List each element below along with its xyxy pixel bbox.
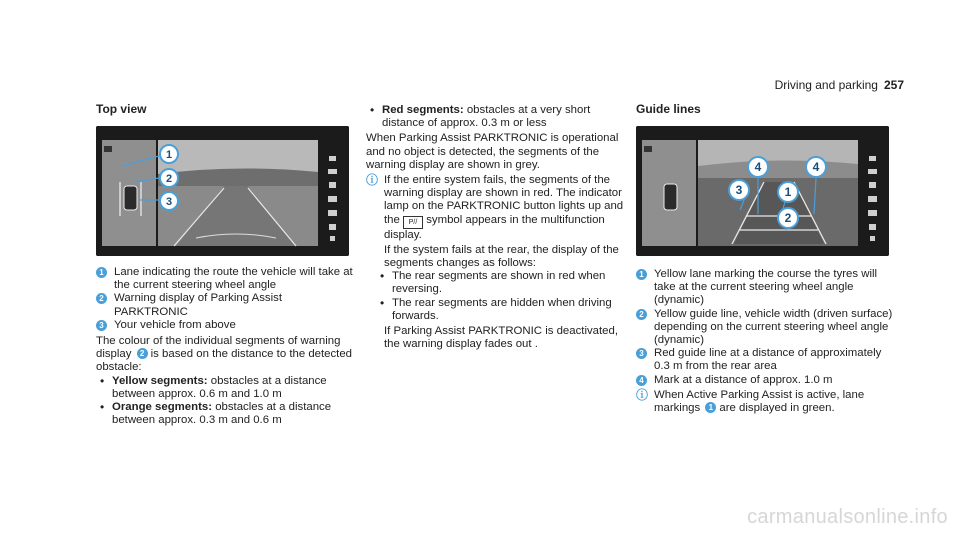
callout-badge: 1: [96, 267, 107, 278]
parktronic-symbol-icon: P//: [403, 216, 423, 229]
item-text: Lane indicating the route the vehicle will take at the current steering wheel angle: [114, 266, 353, 292]
top-view-heading: Top view: [96, 102, 147, 116]
callout-4b: 4: [812, 160, 820, 174]
page-number: 257: [883, 78, 904, 92]
bullet-label: Yellow segments:: [112, 374, 208, 387]
callout-badge: 2: [636, 309, 647, 320]
callout-4a: 4: [754, 160, 762, 174]
callout-1: 1: [165, 149, 173, 161]
callout-2: 2: [165, 173, 173, 185]
item-text: Yellow lane marking the course the tyres will take at the current steering wheel angle (dynamic): [654, 268, 878, 307]
callout-3: 3: [735, 183, 743, 197]
list-item: [96, 319, 354, 332]
info-icon: ⓘ: [636, 387, 649, 402]
callout-badge: 1: [636, 269, 647, 280]
list-item: [96, 292, 354, 318]
list-item: • The rear segments are shown in red when reversing.: [366, 270, 626, 296]
note-text: symbol appears in the multifunction display.: [384, 213, 605, 241]
info-icon: ⓘ: [366, 173, 379, 188]
list-item: [96, 375, 354, 401]
watermark-text: carmanualsonline.info: [747, 506, 948, 528]
column-3-text: [636, 268, 894, 415]
item-text: Mark at a distance of approx. 1.0 m: [654, 373, 833, 386]
list-item: [96, 266, 354, 292]
page-header: [775, 78, 904, 92]
section-title: Driving and parking: [774, 78, 878, 92]
column-2-text: [366, 104, 626, 351]
callout-badge: 1: [705, 402, 716, 413]
callout-badge: 2: [137, 348, 148, 359]
figure-callouts: [160, 145, 178, 210]
para-text: The colour of the individual segments of warning display: [96, 335, 341, 361]
note-text: are displayed in green.: [719, 402, 835, 415]
para-text: is based on the distance to the detected obstacle:: [96, 348, 353, 374]
list-item: [636, 308, 894, 348]
list-item: [636, 268, 894, 308]
callout-badge: 2: [96, 293, 107, 304]
note: [636, 389, 894, 415]
paragraph: [96, 335, 354, 375]
guide-lines-figure: [636, 126, 889, 256]
guide-lines-heading: Guide lines: [636, 102, 701, 116]
paragraph: When Parking Assist PARKTRONIC is operational and no object is detected, the segments of the warning display are shown in grey.: [366, 132, 619, 171]
list-item: [96, 401, 354, 427]
callout-1: 1: [784, 185, 792, 199]
list-item: • The rear segments are hidden when driving forwards.: [366, 297, 626, 323]
list-item: [636, 374, 894, 387]
note: [366, 174, 626, 242]
item-text: Your vehicle from above: [114, 318, 236, 331]
item-text: Red guide line at a distance of approximately 0.3 m from the rear area: [654, 347, 882, 373]
bullet-label: Orange segments:: [112, 401, 213, 414]
bullet-text: obstacles at a very short distance of approx. 0.3 m or less: [382, 104, 591, 130]
callout-badge: 4: [636, 375, 647, 386]
bullet-text: obstacles at a distance between approx. 0.6 m and 1.0 m: [112, 374, 327, 400]
paragraph: If Parking Assist PARKTRONIC is deactivated, the warning display fades out .: [384, 325, 619, 351]
item-text: Yellow guide line, vehicle width (driven surface) depending on the current steering wheel angle (dynamic): [654, 307, 893, 347]
bullet-text: obstacles at a distance between approx. 0.3 m and 0.6 m: [112, 401, 332, 427]
list-item: [636, 347, 894, 373]
callout-3: 3: [165, 196, 173, 208]
footer-watermark: [0, 507, 960, 533]
callout-badge: 3: [96, 320, 107, 331]
top-view-figure: [96, 126, 349, 256]
callout-badge: 3: [636, 348, 647, 359]
list-item: [366, 104, 626, 130]
column-1-text: [96, 266, 354, 427]
callout-2: 2: [784, 211, 792, 225]
bullet-label: Red segments:: [382, 104, 464, 116]
paragraph: If the system fails at the rear, the display of the segments changes as follows:: [384, 243, 619, 270]
item-text: Warning display of Parking Assist PARKTRONIC: [114, 292, 282, 318]
note-text: When Active Parking Assist is active, lane markings: [654, 388, 865, 415]
note-text: If the entire system fails, the segments of the warning display are shown in red. The indicator lamp on the PARKTRONIC button lights up and the: [384, 174, 624, 226]
